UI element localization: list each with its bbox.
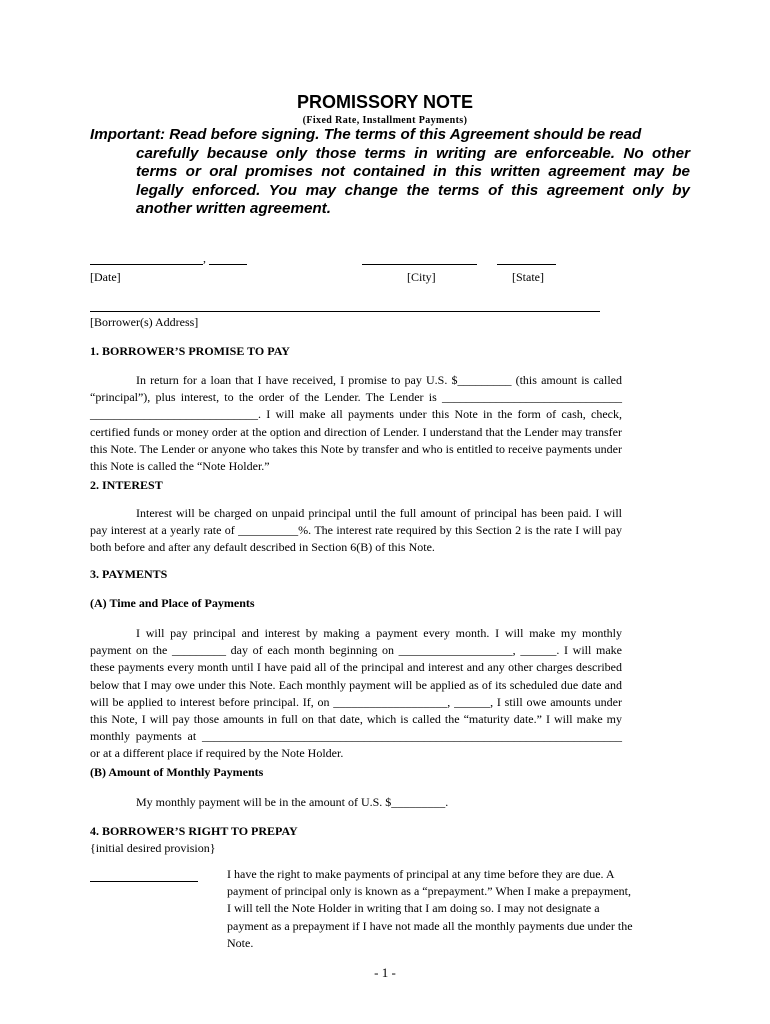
city-blank-line[interactable] <box>362 264 477 265</box>
important-notice-lead: Important: Read before signing. The terms of this Agreement should be read <box>90 126 642 143</box>
important-notice <box>90 126 690 219</box>
date-blank-line[interactable] <box>90 264 203 265</box>
date-label: [Date] <box>90 270 121 284</box>
section-4-heading: 4. BORROWER’S RIGHT TO PREPAY <box>90 824 298 838</box>
page-subtitle: (Fixed Rate, Installment Payments) <box>302 115 468 126</box>
section-3-heading: 3. PAYMENTS <box>90 567 168 581</box>
section-3b-paragraph <box>90 794 622 811</box>
borrower-address-blank-line[interactable] <box>90 311 600 312</box>
section-1-paragraph <box>90 372 622 475</box>
section-1-text: In return for a loan that I have received, I promise to pay U.S. $_________ (this amount is called “principal”), plus interest, to the order of the Lender. The Lender is ______________________________ ____________________________. I will make all payments under this Note in the form of cash, check, certified funds or money order at the option and direction of Lender. I understand that the Lender may transfer this Note. The Lender or anyone who takes this Note by transfer and who is entitled to receive payments under this Note is called the “Note Holder.” <box>90 373 622 474</box>
section-3a-heading: (A) Time and Place of Payments <box>90 596 255 610</box>
section-1-heading: 1. BORROWER’S PROMISE TO PAY <box>90 344 290 358</box>
important-notice-rest: carefully because only those terms in writing are enforceable. No other terms or oral promises not contained in this written agreement may be legally enforced. You may change the terms of this agreement only by another written agreement. <box>136 144 690 218</box>
date-comma: , <box>203 251 206 265</box>
borrower-address-label: [Borrower(s) Address] <box>90 315 199 329</box>
city-label: [City] <box>407 270 436 284</box>
section-2-text: Interest will be charged on unpaid principal until the full amount of principal has been paid. I will pay interest at a yearly rate of __________%. The interest rate required by this Section 2 is the rate I will pay both before and after any default described in Section 6(B) of this Note. <box>90 506 622 555</box>
section-3a-paragraph <box>90 625 622 763</box>
section-2-paragraph <box>90 505 622 557</box>
state-label: [State] <box>512 270 544 284</box>
section-3b-heading: (B) Amount of Monthly Payments <box>90 765 264 779</box>
page-number: - 1 - <box>374 965 396 980</box>
year-blank-line[interactable] <box>209 264 247 265</box>
section-2-heading: 2. INTEREST <box>90 478 163 492</box>
page-title: PROMISSORY NOTE <box>296 92 474 112</box>
section-3b-text: My monthly payment will be in the amount of U.S. $_________. <box>136 795 449 809</box>
state-blank-line[interactable] <box>497 264 556 265</box>
section-4-note: {initial desired provision} <box>90 841 216 855</box>
initial-blank-line[interactable] <box>90 881 198 882</box>
section-3a-text: I will pay principal and interest by making a payment every month. I will make my monthly payment on the _________ day of each month beginning on ___________________, ______. I will make these payments every month until I have paid all of the principal and interest and any other charges described below that I may owe under this Note. Each monthly payment will be applied as of its scheduled due date and will be applied to interest before principal. If, on ___________________, ______, I still owe amounts under this Note, I will pay those amounts in full on that date, which is called the “maturity date.” I will make my monthly payments at ______________________________________________________________________ or at a different place if required by the Note Holder. <box>90 626 622 761</box>
section-4-paragraph: I have the right to make payments of principal at any time before they are due. A payment of principal only is known as a “prepayment.” When I make a prepayment, I will tell the Note Holder in writing that I am doing so. I may not designate a payment as a prepayment if I have not made all the monthly payments due under the Note. <box>227 867 633 950</box>
